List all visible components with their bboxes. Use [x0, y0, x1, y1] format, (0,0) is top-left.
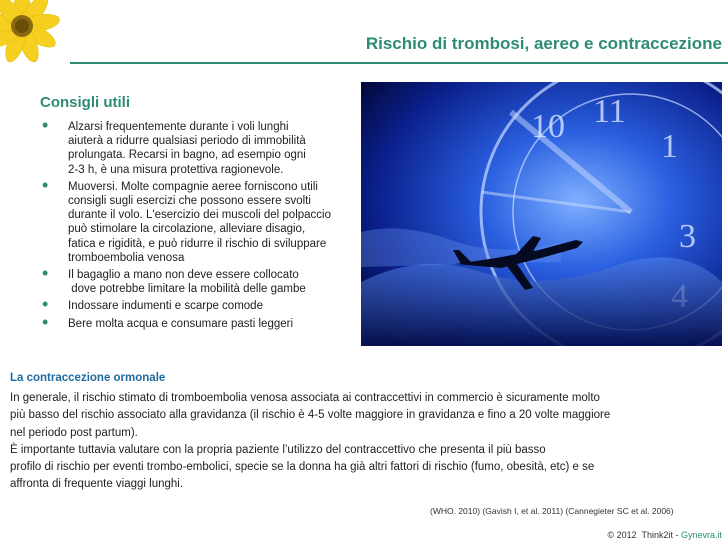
tips-list [42, 120, 372, 334]
bullet-line: consigli sugli esercizi che possono essere svolti [68, 195, 311, 208]
bullet-line: prolungata. Recarsi in bagno, ad esempio ogni [68, 149, 306, 162]
bullet-line: dove potrebbe limitare la mobilità delle gambe [68, 283, 306, 296]
bullet-line: durante il volo. L'esercizio dei muscoli del polpaccio [68, 209, 332, 222]
svg-text:10: 10 [531, 108, 565, 145]
bullet-line: fatica e rigidità, e può ridurre il rischio di sviluppare [68, 237, 327, 250]
bullet-line: Il bagaglio a mano non deve essere collocato [68, 269, 299, 282]
sunflower-logo [0, 0, 70, 64]
copyright-text: © 2012 Think2it - [607, 530, 681, 540]
brand-link[interactable]: Gynevra.it [680, 530, 722, 540]
paragraph-line: affronta di frequente viaggi lunghi. [10, 478, 184, 491]
section-heading-tips: Consigli utili [40, 94, 130, 111]
list-item [42, 180, 372, 265]
references: (WHO. 2010) (Gavish I, et al. 2011) (Cannegieter SC et al. 2006) [430, 506, 674, 516]
bullet-line: aiuterà a ridurre qualsiasi periodo di immobilità [68, 135, 306, 148]
airplane-clock-photo [361, 82, 722, 346]
paragraph-line: nel periodo post partum). [10, 426, 138, 439]
list-item [42, 317, 372, 331]
paragraph-line: In generale, il rischio stimato di tromboembolia venosa associata ai contraccettivi in commercio è sicuramente molto [10, 392, 600, 404]
svg-text:3: 3 [679, 218, 696, 255]
copyright-footer [607, 530, 722, 540]
contraception-paragraph [10, 390, 722, 494]
bullet-line: Indossare indumenti e scarpe comode [68, 300, 263, 313]
title-underline [70, 62, 728, 64]
section-heading-contraception: La contraccezione ormonale [10, 372, 166, 384]
bullet-line: 2-3 h, è una misura protettiva ragionevole. [68, 163, 284, 176]
bullet-line: Alzarsi frequentemente durante i voli lunghi [68, 121, 289, 133]
bullet-line: può stimolare la circolazione, alleviare disagio, [68, 223, 306, 236]
paragraph-line: profilo di rischio per eventi trombo-embolici, specie se la donna ha già altri fattori di rischio (fumo, obesità, etc) e se [10, 461, 595, 474]
bullet-line: Bere molta acqua e consumare pasti leggeri [68, 317, 294, 330]
list-item [42, 299, 372, 313]
bullet-line: Muoversi. Molte compagnie aeree forniscono utili [68, 180, 318, 193]
paragraph-line: È importante tuttavia valutare con la propria paziente l’utilizzo del contraccettivo che presenta il più basso [10, 443, 546, 456]
list-item [42, 268, 372, 296]
svg-text:1: 1 [661, 128, 678, 165]
bullet-line: tromboembolia venosa [68, 251, 185, 264]
svg-text:11: 11 [593, 93, 626, 130]
paragraph-line: più basso del rischio associato alla gravidanza (il rischio è 4-5 volte maggiore in gravidanza e fino a 20 volte maggiore [10, 409, 611, 422]
slide-title: Rischio di trombosi, aereo e contraccezione [365, 34, 722, 53]
list-item [42, 120, 372, 177]
